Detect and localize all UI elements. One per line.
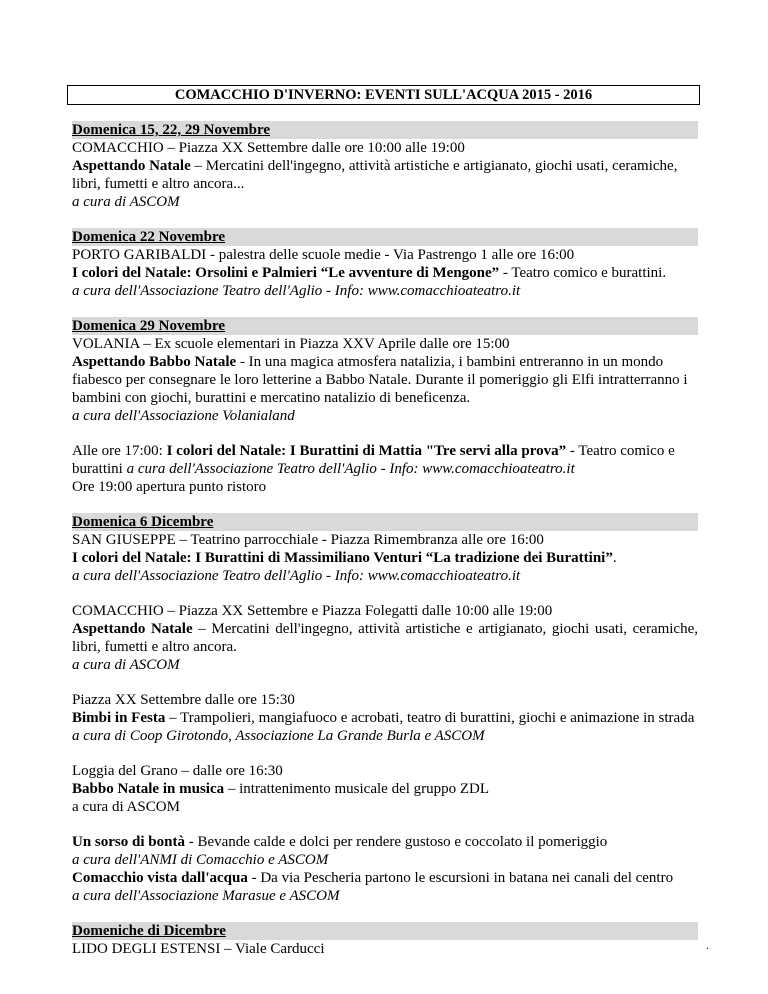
event-section — [72, 513, 698, 585]
event-place: COMACCHIO – Piazza XX Settembre e Piazza Folegatti dalle 10:00 alle 19:00 — [72, 603, 553, 619]
event-place: PORTO GARIBALDI - palestra delle scuole medie - Via Pastrengo 1 alle ore 16:00 — [72, 247, 575, 263]
event-name: Comacchio vista dall'acqua — [72, 870, 248, 886]
event-description — [72, 709, 698, 727]
event-credit: a cura di ASCOM — [72, 657, 180, 673]
event-note: Ore 19:00 apertura punto ristoro — [72, 479, 267, 495]
event-subsection — [72, 691, 698, 745]
page-title: COMACCHIO D'INVERNO: EVENTI SULL'ACQUA 2015 - 2016 — [67, 85, 700, 105]
event-name: I colori del Natale: I Burattini di Massimiliano Venturi “La tradizione dei Burattini” — [72, 550, 613, 566]
event-place: Piazza XX Settembre dalle ore 15:30 — [72, 692, 295, 708]
event-subsection — [72, 442, 698, 496]
event-credit: a cura dell'Associazione Teatro dell'Aglio - Info: www.comacchioateatro.it — [126, 461, 575, 477]
event-name: I colori del Natale: I Burattini di Mattia "Tre servi alla prova” — [166, 443, 567, 459]
event-description — [72, 833, 698, 851]
event-place: SAN GIUSEPPE – Teatrino parrocchiale - Piazza Rimembranza alle ore 16:00 — [72, 532, 544, 548]
event-name: I colori del Natale: Orsolini e Palmieri “Le avventure di Mengone” — [72, 265, 500, 281]
event-name: Aspettando Natale — [72, 158, 191, 174]
event-name: Babbo Natale in musica — [72, 781, 225, 797]
event-credit: a cura dell'Associazione Teatro dell'Aglio - Info: www.comacchioateatro.it — [72, 568, 521, 584]
event-credit: a cura di ASCOM — [72, 799, 180, 815]
event-desc: - In una magica atmosfera natalizia, i bambini entreranno in un mondo fiabesco per consegnare le loro letterine a Babbo Natale. Durante il pomeriggio gli Elfi intratterranno i bambini con giochi, burattini e mercatino natalizio di beneficenza. — [72, 354, 688, 406]
event-subsection — [72, 602, 698, 674]
section-heading: Domenica 6 Dicembre — [72, 513, 698, 531]
events-list — [72, 121, 698, 958]
event-time: Alle ore 17:00: — [72, 443, 167, 459]
event-place: COMACCHIO – Piazza XX Settembre dalle ore 10:00 alle 19:00 — [72, 140, 465, 156]
event-desc: – Mercatini dell'ingegno, attività artistiche e artigianato, giochi usati, ceramiche, libri, fumetti e altro ancora... — [72, 158, 678, 192]
section-heading: Domeniche di Dicembre — [72, 922, 698, 940]
event-description — [72, 353, 698, 407]
event-name: Aspettando Babbo Natale — [72, 354, 237, 370]
event-desc: – Mercatini dell'ingegno, attività artistiche e artigianato, giochi usati, ceramiche, libri, fumetti e altro ancora. — [72, 621, 698, 655]
section-heading: Domenica 29 Novembre — [72, 317, 698, 335]
page-mark: . — [706, 938, 709, 952]
section-heading: Domenica 15, 22, 29 Novembre — [72, 121, 698, 139]
event-subsection — [72, 833, 698, 905]
event-desc: – intrattenimento musicale del gruppo ZDL — [224, 781, 490, 797]
event-section — [72, 121, 698, 211]
event-credit: a cura dell'Associazione Teatro dell'Aglio - Info: www.comacchioateatro.it — [72, 283, 521, 299]
event-description — [72, 780, 698, 798]
event-section — [72, 317, 698, 425]
event-desc: – Trampolieri, mangiafuoco e acrobati, teatro di burattini, giochi e animazione in strada — [165, 710, 695, 726]
event-section — [72, 228, 698, 300]
event-credit: a cura dell'ANMI di Comacchio e ASCOM — [72, 852, 329, 868]
event-name: Un sorso di bontà — [72, 834, 185, 850]
event-description — [72, 442, 698, 478]
event-description — [72, 869, 698, 887]
event-desc: . — [612, 550, 617, 566]
event-desc: - Teatro comico e burattini — [72, 443, 675, 477]
event-section — [72, 922, 698, 958]
event-place: Loggia del Grano – dalle ore 16:30 — [72, 763, 283, 779]
section-heading: Domenica 22 Novembre — [72, 228, 698, 246]
event-credit: a cura dell'Associazione Marasue e ASCOM — [72, 888, 340, 904]
event-credit: a cura dell'Associazione Volanialand — [72, 408, 295, 424]
event-desc: - Da via Pescheria partono le escursioni in batana nei canali del centro — [247, 870, 674, 886]
event-desc: - Bevande calde e dolci per rendere gustoso e coccolato il pomeriggio — [184, 834, 608, 850]
event-subsection — [72, 762, 698, 816]
event-description — [72, 620, 698, 656]
event-name: Bimbi in Festa — [72, 710, 166, 726]
event-place: LIDO DEGLI ESTENSI – Viale Carducci — [72, 941, 325, 957]
event-credit: a cura di ASCOM — [72, 194, 180, 210]
event-place: VOLANIA – Ex scuole elementari in Piazza XXV Aprile dalle ore 15:00 — [72, 336, 510, 352]
event-description — [72, 264, 698, 282]
event-description — [72, 157, 698, 193]
event-desc: - Teatro comico e burattini. — [499, 265, 667, 281]
event-credit: a cura di Coop Girotondo, Associazione La Grande Burla e ASCOM — [72, 728, 485, 744]
event-description — [72, 549, 698, 567]
event-name: Aspettando Natale — [72, 621, 193, 637]
